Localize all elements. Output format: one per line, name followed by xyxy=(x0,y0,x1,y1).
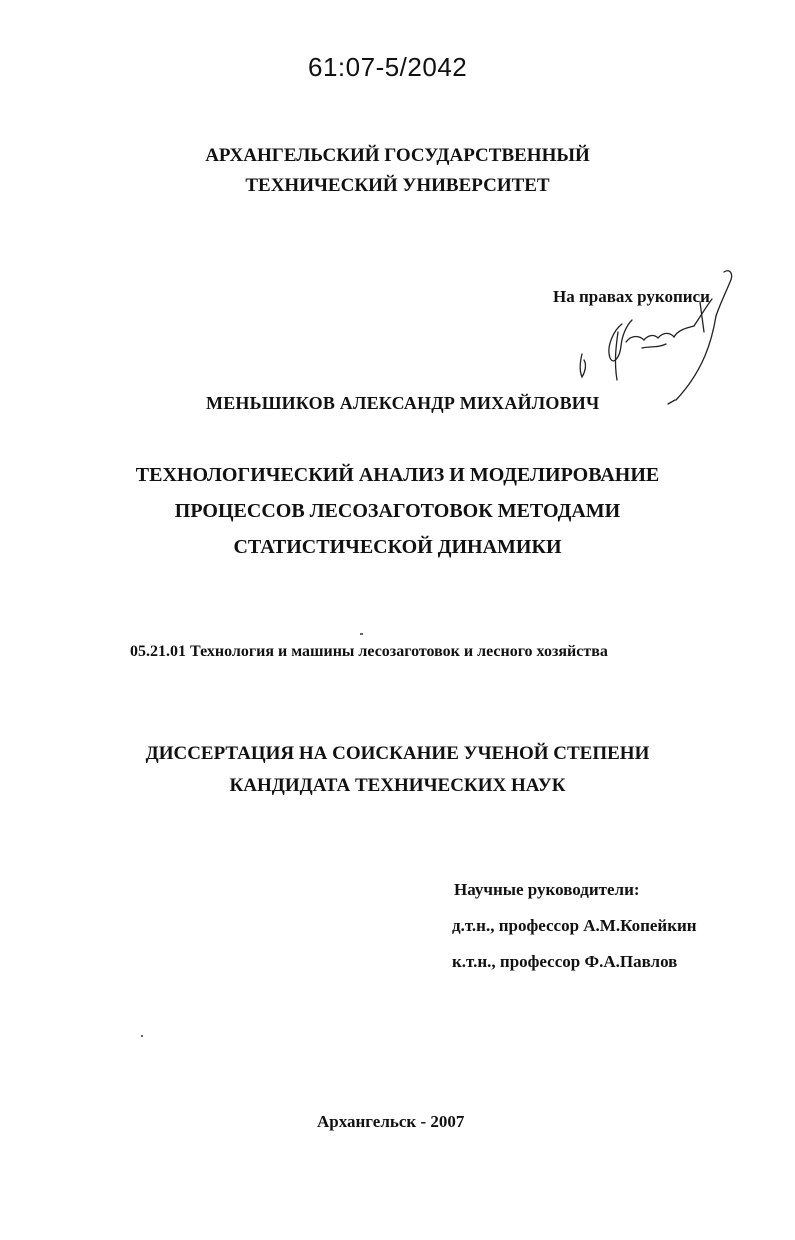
university-line-1: АРХАНГЕЛЬСКИЙ ГОСУДАРСТВЕННЫЙ xyxy=(205,145,590,166)
manuscript-rights-note: На правах рукописи xyxy=(553,287,710,306)
handwritten-signature xyxy=(560,262,750,412)
city-and-year: Архангельск - 2007 xyxy=(317,1112,465,1131)
scientific-advisors xyxy=(452,872,697,980)
title-line-1: ТЕХНОЛОГИЧЕСКИЙ АНАЛИЗ И МОДЕЛИРОВАНИЕ xyxy=(135,464,660,486)
university-line-2: ТЕХНИЧЕСКИЙ УНИВЕРСИТЕТ xyxy=(245,175,550,196)
advisor-1: д.т.н., профессор А.М.Копейкин xyxy=(452,916,697,935)
author-name: МЕНЬШИКОВ АЛЕКСАНДР МИХАЙЛОВИЧ xyxy=(206,393,600,413)
degree-line-1: ДИССЕРТАЦИЯ НА СОИСКАНИЕ УЧЕНОЙ СТЕПЕНИ xyxy=(145,743,650,764)
scan-speck xyxy=(141,1035,143,1037)
dissertation-title xyxy=(0,457,795,565)
title-line-3: СТАТИСТИЧЕСКОЙ ДИНАМИКИ xyxy=(233,536,562,558)
specialty-code: 05.21.01 Технология и машины лесозаготовок и лесного хозяйства xyxy=(130,643,608,660)
degree-statement xyxy=(0,738,795,802)
degree-line-2: КАНДИДАТА ТЕХНИЧЕСКИХ НАУК xyxy=(229,775,566,796)
title-line-2: ПРОЦЕССОВ ЛЕСОЗАГОТОВОК МЕТОДАМИ xyxy=(174,500,621,522)
catalog-code: 61:07-5/2042 xyxy=(308,52,468,82)
advisors-heading: Научные руководители: xyxy=(454,880,640,899)
university-name xyxy=(0,141,795,201)
scan-speck xyxy=(360,633,363,635)
advisor-2: к.т.н., профессор Ф.А.Павлов xyxy=(452,952,678,971)
